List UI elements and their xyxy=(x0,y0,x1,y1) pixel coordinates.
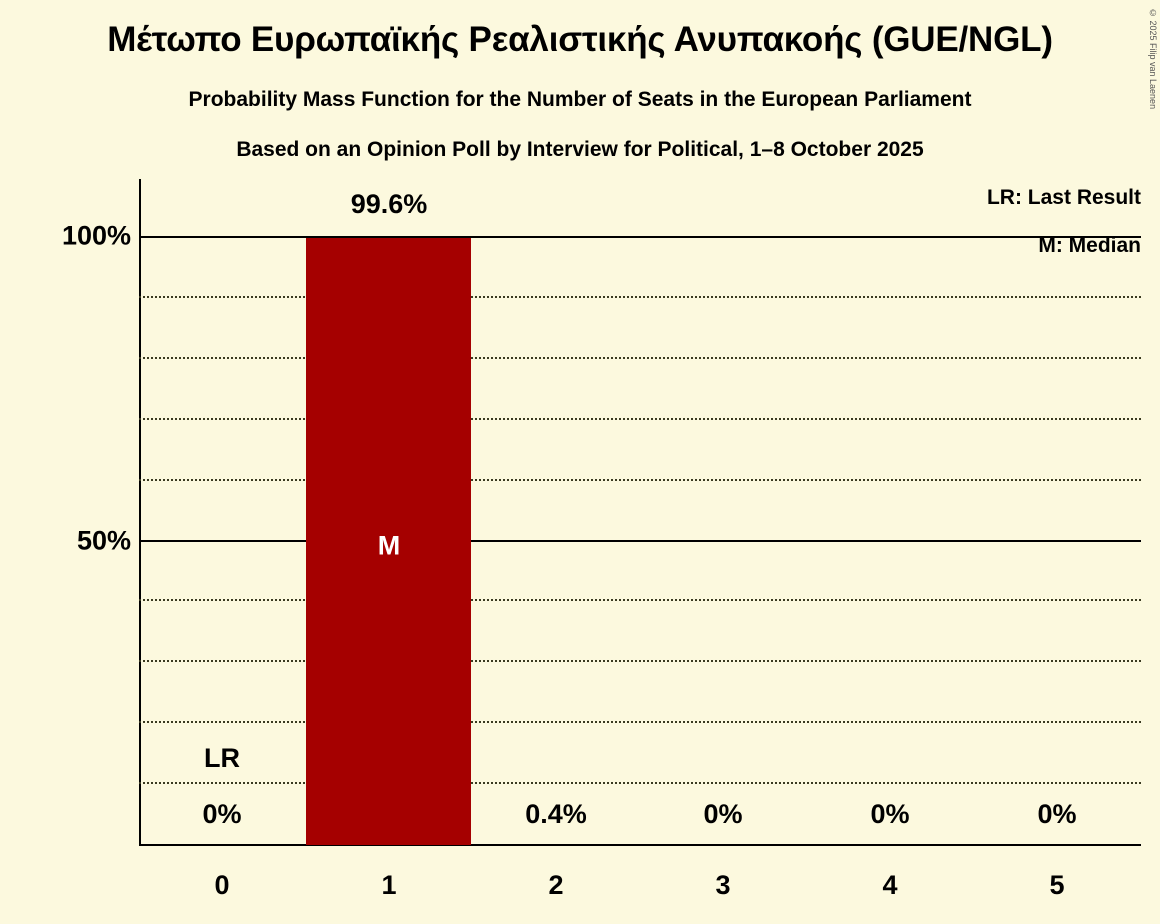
chart-title: Μέτωπο Ευρωπαϊκής Ρεαλιστικής Ανυπακοής (GUE/NGL) xyxy=(107,20,1053,59)
bar-value-5: 0% xyxy=(1037,799,1077,829)
gridline-50 xyxy=(139,540,1141,542)
gridline-90 xyxy=(139,296,1141,298)
bar-value-4: 0% xyxy=(870,799,910,829)
chart-source-note: Based on an Opinion Poll by Interview for Political, 1–8 October 2025 xyxy=(236,138,924,161)
x-tick-5: 5 xyxy=(1049,870,1065,900)
x-tick-4: 4 xyxy=(882,870,898,900)
bar-value-1: 99.6% xyxy=(350,189,428,219)
gridline-10 xyxy=(139,782,1141,784)
x-tick-3: 3 xyxy=(715,870,731,900)
gridline-70 xyxy=(139,418,1141,420)
gridline-30 xyxy=(139,660,1141,662)
gridline-40 xyxy=(139,599,1141,601)
chart-subtitle: Probability Mass Function for the Number of Seats in the European Parliament xyxy=(188,88,972,111)
gridline-100 xyxy=(139,236,1141,238)
legend-last-result: LR: Last Result xyxy=(986,186,1141,209)
copyright-notice: © 2025 Filip van Laenen xyxy=(1148,8,1158,110)
bar-value-2: 0.4% xyxy=(525,799,587,829)
median-marker: M xyxy=(377,530,401,561)
gridline-20 xyxy=(139,721,1141,723)
bar-value-3: 0% xyxy=(703,799,743,829)
y-tick-50: 50% xyxy=(76,525,131,556)
x-tick-0: 0 xyxy=(214,870,230,900)
x-tick-2: 2 xyxy=(548,870,564,900)
y-tick-100: 100% xyxy=(61,220,131,251)
gridline-60 xyxy=(139,479,1141,481)
legend-median: M: Median xyxy=(1038,234,1141,257)
last-result-marker: LR xyxy=(204,743,240,773)
plot-area xyxy=(139,179,1141,845)
x-tick-1: 1 xyxy=(381,870,397,900)
gridline-80 xyxy=(139,357,1141,359)
bar-value-0: 0% xyxy=(202,799,242,829)
